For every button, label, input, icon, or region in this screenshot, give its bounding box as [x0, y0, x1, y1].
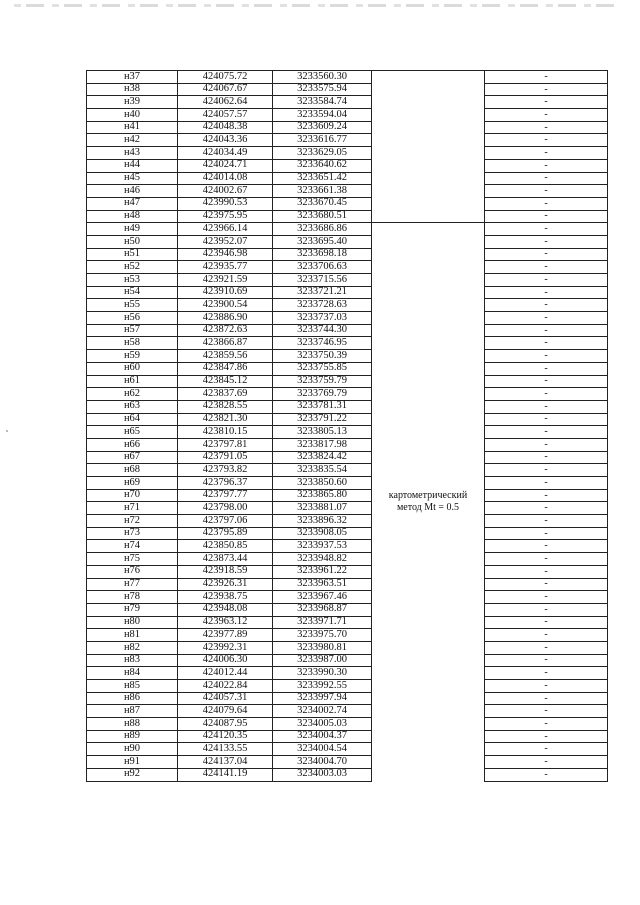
point-id-cell: н65: [87, 426, 178, 439]
y-coordinate-cell: 3233850.60: [273, 477, 372, 490]
precision-dash-cell: -: [485, 375, 608, 388]
table-row: [87, 629, 608, 642]
point-id-cell: н70: [87, 489, 178, 502]
point-id-cell: н63: [87, 400, 178, 413]
precision-dash-cell: -: [485, 109, 608, 122]
y-coordinate-cell: 3233817.98: [273, 438, 372, 451]
table-row: [87, 489, 608, 502]
point-id-cell: н92: [87, 768, 178, 781]
precision-dash-cell: -: [485, 667, 608, 680]
table-row: [87, 286, 608, 299]
x-coordinate-cell: 423828.55: [178, 400, 273, 413]
y-coordinate-cell: 3234003.03: [273, 768, 372, 781]
x-coordinate-cell: 424024.71: [178, 159, 273, 172]
point-id-cell: н61: [87, 375, 178, 388]
x-coordinate-cell: 423795.89: [178, 527, 273, 540]
x-coordinate-cell: 423873.44: [178, 553, 273, 566]
precision-dash-cell: -: [485, 235, 608, 248]
y-coordinate-cell: 3234005.03: [273, 718, 372, 731]
point-id-cell: н62: [87, 388, 178, 401]
precision-dash-cell: -: [485, 553, 608, 566]
precision-dash-cell: -: [485, 261, 608, 274]
precision-dash-cell: -: [485, 477, 608, 490]
precision-dash-cell: -: [485, 680, 608, 693]
method-label-line2: метод Mt = 0.5: [396, 502, 460, 514]
scan-artifact-line: [14, 4, 614, 7]
precision-dash-cell: -: [485, 654, 608, 667]
point-id-cell: н44: [87, 159, 178, 172]
point-id-cell: н51: [87, 248, 178, 261]
table-row: [87, 159, 608, 172]
x-coordinate-cell: 424087.95: [178, 718, 273, 731]
point-id-cell: н85: [87, 680, 178, 693]
point-id-cell: н72: [87, 515, 178, 528]
y-coordinate-cell: 3233695.40: [273, 235, 372, 248]
point-id-cell: н50: [87, 235, 178, 248]
y-coordinate-cell: 3233616.77: [273, 134, 372, 147]
y-coordinate-cell: 3233791.22: [273, 413, 372, 426]
x-coordinate-cell: 424012.44: [178, 667, 273, 680]
x-coordinate-cell: 423797.06: [178, 515, 273, 528]
x-coordinate-cell: 424062.64: [178, 96, 273, 109]
y-coordinate-cell: 3233937.53: [273, 540, 372, 553]
table-row: [87, 692, 608, 705]
point-id-cell: н84: [87, 667, 178, 680]
table-row: [87, 261, 608, 274]
table-row: [87, 312, 608, 325]
precision-dash-cell: -: [485, 705, 608, 718]
precision-dash-cell: -: [485, 591, 608, 604]
x-coordinate-cell: 424043.36: [178, 134, 273, 147]
table-row: [87, 730, 608, 743]
precision-dash-cell: -: [485, 641, 608, 654]
precision-dash-cell: -: [485, 286, 608, 299]
precision-dash-cell: -: [485, 515, 608, 528]
point-id-cell: н86: [87, 692, 178, 705]
point-id-cell: н38: [87, 83, 178, 96]
table-row: [87, 680, 608, 693]
x-coordinate-cell: 423796.37: [178, 477, 273, 490]
y-coordinate-cell: 3233967.46: [273, 591, 372, 604]
x-coordinate-cell: 423990.53: [178, 197, 273, 210]
scan-artifact-dot: [6, 430, 8, 432]
y-coordinate-cell: 3233990.30: [273, 667, 372, 680]
precision-dash-cell: -: [485, 337, 608, 350]
x-coordinate-cell: 423938.75: [178, 591, 273, 604]
precision-dash-cell: -: [485, 134, 608, 147]
point-id-cell: н40: [87, 109, 178, 122]
table-row: [87, 223, 608, 236]
x-coordinate-cell: 423992.31: [178, 641, 273, 654]
table-row: [87, 248, 608, 261]
point-id-cell: н71: [87, 502, 178, 515]
x-coordinate-cell: 423872.63: [178, 324, 273, 337]
point-id-cell: н53: [87, 274, 178, 287]
point-id-cell: н39: [87, 96, 178, 109]
point-id-cell: н76: [87, 565, 178, 578]
table-row: [87, 464, 608, 477]
point-id-cell: н83: [87, 654, 178, 667]
point-id-cell: н74: [87, 540, 178, 553]
point-id-cell: н60: [87, 362, 178, 375]
table-row: [87, 603, 608, 616]
point-id-cell: н69: [87, 477, 178, 490]
precision-dash-cell: -: [485, 438, 608, 451]
method-label-line1: картометрический: [388, 489, 468, 501]
precision-dash-cell: -: [485, 197, 608, 210]
point-id-cell: н48: [87, 210, 178, 223]
y-coordinate-cell: 3233680.51: [273, 210, 372, 223]
point-id-cell: н67: [87, 451, 178, 464]
y-coordinate-cell: 3233971.71: [273, 616, 372, 629]
x-coordinate-cell: 423797.81: [178, 438, 273, 451]
precision-dash-cell: -: [485, 768, 608, 781]
y-coordinate-cell: 3233609.24: [273, 121, 372, 134]
x-coordinate-cell: 424057.31: [178, 692, 273, 705]
precision-dash-cell: -: [485, 540, 608, 553]
point-id-cell: н58: [87, 337, 178, 350]
table-row: [87, 527, 608, 540]
precision-dash-cell: -: [485, 718, 608, 731]
y-coordinate-cell: 3233997.94: [273, 692, 372, 705]
table-row: [87, 388, 608, 401]
point-id-cell: н37: [87, 71, 178, 84]
point-id-cell: н42: [87, 134, 178, 147]
table-row: [87, 641, 608, 654]
x-coordinate-cell: 423847.86: [178, 362, 273, 375]
y-coordinate-cell: 3233963.51: [273, 578, 372, 591]
point-id-cell: н59: [87, 350, 178, 363]
x-coordinate-cell: 423926.31: [178, 578, 273, 591]
table-row: [87, 210, 608, 223]
table-row: [87, 654, 608, 667]
point-id-cell: н41: [87, 121, 178, 134]
table-row: [87, 565, 608, 578]
y-coordinate-cell: 3233896.32: [273, 515, 372, 528]
coordinates-table-body: [87, 71, 608, 782]
y-coordinate-cell: 3233948.82: [273, 553, 372, 566]
x-coordinate-cell: 423952.07: [178, 235, 273, 248]
point-id-cell: н55: [87, 299, 178, 312]
y-coordinate-cell: 3233594.04: [273, 109, 372, 122]
y-coordinate-cell: 3233769.79: [273, 388, 372, 401]
point-id-cell: н81: [87, 629, 178, 642]
y-coordinate-cell: 3233961.22: [273, 565, 372, 578]
precision-dash-cell: -: [485, 312, 608, 325]
y-coordinate-cell: 3234004.54: [273, 743, 372, 756]
table-row: [87, 71, 608, 84]
precision-dash-cell: -: [485, 248, 608, 261]
precision-dash-cell: -: [485, 692, 608, 705]
precision-dash-cell: -: [485, 362, 608, 375]
table-row: [87, 743, 608, 756]
y-coordinate-cell: 3233698.18: [273, 248, 372, 261]
table-row: [87, 362, 608, 375]
x-coordinate-cell: 423821.30: [178, 413, 273, 426]
x-coordinate-cell: 423977.89: [178, 629, 273, 642]
x-coordinate-cell: 424120.35: [178, 730, 273, 743]
y-coordinate-cell: 3233987.00: [273, 654, 372, 667]
x-coordinate-cell: 424022.84: [178, 680, 273, 693]
x-coordinate-cell: 424006.30: [178, 654, 273, 667]
point-id-cell: н64: [87, 413, 178, 426]
x-coordinate-cell: 423963.12: [178, 616, 273, 629]
point-id-cell: н78: [87, 591, 178, 604]
x-coordinate-cell: 424014.08: [178, 172, 273, 185]
table-row: [87, 274, 608, 287]
point-id-cell: н73: [87, 527, 178, 540]
point-id-cell: н49: [87, 223, 178, 236]
x-coordinate-cell: 423866.87: [178, 337, 273, 350]
precision-dash-cell: -: [485, 565, 608, 578]
x-coordinate-cell: 424067.67: [178, 83, 273, 96]
y-coordinate-cell: 3233686.86: [273, 223, 372, 236]
y-coordinate-cell: 3233584.74: [273, 96, 372, 109]
precision-dash-cell: -: [485, 578, 608, 591]
y-coordinate-cell: 3233629.05: [273, 147, 372, 160]
table-row: [87, 591, 608, 604]
x-coordinate-cell: 423797.77: [178, 489, 273, 502]
precision-dash-cell: -: [485, 388, 608, 401]
y-coordinate-cell: 3233706.63: [273, 261, 372, 274]
precision-dash-cell: -: [485, 502, 608, 515]
table-row: [87, 502, 608, 515]
y-coordinate-cell: 3233968.87: [273, 603, 372, 616]
y-coordinate-cell: 3233865.80: [273, 489, 372, 502]
x-coordinate-cell: 424034.49: [178, 147, 273, 160]
x-coordinate-cell: 423921.59: [178, 274, 273, 287]
point-id-cell: н89: [87, 730, 178, 743]
y-coordinate-cell: 3233759.79: [273, 375, 372, 388]
table-row: [87, 121, 608, 134]
x-coordinate-cell: 423798.00: [178, 502, 273, 515]
precision-dash-cell: -: [485, 324, 608, 337]
point-id-cell: н91: [87, 756, 178, 769]
x-coordinate-cell: 423845.12: [178, 375, 273, 388]
precision-dash-cell: -: [485, 464, 608, 477]
precision-dash-cell: -: [485, 210, 608, 223]
precision-dash-cell: -: [485, 172, 608, 185]
point-id-cell: н77: [87, 578, 178, 591]
precision-dash-cell: -: [485, 756, 608, 769]
point-id-cell: н88: [87, 718, 178, 731]
x-coordinate-cell: 423918.59: [178, 565, 273, 578]
point-id-cell: н68: [87, 464, 178, 477]
table-row: [87, 172, 608, 185]
y-coordinate-cell: 3233805.13: [273, 426, 372, 439]
y-coordinate-cell: 3233560.30: [273, 71, 372, 84]
y-coordinate-cell: 3233651.42: [273, 172, 372, 185]
precision-dash-cell: -: [485, 159, 608, 172]
table-row: [87, 616, 608, 629]
precision-dash-cell: -: [485, 743, 608, 756]
table-row: [87, 413, 608, 426]
precision-dash-cell: -: [485, 147, 608, 160]
table-row: [87, 515, 608, 528]
x-coordinate-cell: 424057.57: [178, 109, 273, 122]
point-id-cell: н80: [87, 616, 178, 629]
point-id-cell: н56: [87, 312, 178, 325]
precision-dash-cell: -: [485, 489, 608, 502]
y-coordinate-cell: 3233670.45: [273, 197, 372, 210]
x-coordinate-cell: 424048.38: [178, 121, 273, 134]
x-coordinate-cell: 424141.19: [178, 768, 273, 781]
y-coordinate-cell: 3233728.63: [273, 299, 372, 312]
table-row: [87, 426, 608, 439]
table-row: [87, 350, 608, 363]
x-coordinate-cell: 423910.69: [178, 286, 273, 299]
y-coordinate-cell: 3233575.94: [273, 83, 372, 96]
x-coordinate-cell: 423900.54: [178, 299, 273, 312]
x-coordinate-cell: 423859.56: [178, 350, 273, 363]
precision-dash-cell: -: [485, 616, 608, 629]
y-coordinate-cell: 3233721.21: [273, 286, 372, 299]
table-row: [87, 185, 608, 198]
y-coordinate-cell: 3233661.38: [273, 185, 372, 198]
x-coordinate-cell: 423886.90: [178, 312, 273, 325]
precision-dash-cell: -: [485, 629, 608, 642]
x-coordinate-cell: 424137.04: [178, 756, 273, 769]
table-row: [87, 768, 608, 781]
table-row: [87, 578, 608, 591]
point-id-cell: н75: [87, 553, 178, 566]
precision-dash-cell: -: [485, 451, 608, 464]
table-row: [87, 134, 608, 147]
x-coordinate-cell: 423810.15: [178, 426, 273, 439]
point-id-cell: н79: [87, 603, 178, 616]
table-row: [87, 375, 608, 388]
y-coordinate-cell: 3233715.56: [273, 274, 372, 287]
precision-dash-cell: -: [485, 299, 608, 312]
x-coordinate-cell: 423793.82: [178, 464, 273, 477]
precision-dash-cell: -: [485, 274, 608, 287]
x-coordinate-cell: 424075.72: [178, 71, 273, 84]
y-coordinate-cell: 3234002.74: [273, 705, 372, 718]
point-id-cell: н46: [87, 185, 178, 198]
point-id-cell: н57: [87, 324, 178, 337]
table-row: [87, 337, 608, 350]
point-id-cell: н90: [87, 743, 178, 756]
y-coordinate-cell: 3233755.85: [273, 362, 372, 375]
table-row: [87, 197, 608, 210]
point-id-cell: н43: [87, 147, 178, 160]
y-coordinate-cell: 3233835.54: [273, 464, 372, 477]
point-id-cell: н54: [87, 286, 178, 299]
table-row: [87, 109, 608, 122]
point-id-cell: н47: [87, 197, 178, 210]
table-row: [87, 718, 608, 731]
precision-dash-cell: -: [485, 730, 608, 743]
precision-dash-cell: -: [485, 121, 608, 134]
precision-dash-cell: -: [485, 413, 608, 426]
precision-dash-cell: -: [485, 71, 608, 84]
table-row: [87, 553, 608, 566]
precision-dash-cell: -: [485, 426, 608, 439]
table-row: [87, 299, 608, 312]
y-coordinate-cell: 3233908.05: [273, 527, 372, 540]
y-coordinate-cell: 3233992.55: [273, 680, 372, 693]
y-coordinate-cell: 3234004.37: [273, 730, 372, 743]
x-coordinate-cell: 423837.69: [178, 388, 273, 401]
x-coordinate-cell: 423948.08: [178, 603, 273, 616]
table-row: [87, 705, 608, 718]
y-coordinate-cell: 3233737.03: [273, 312, 372, 325]
y-coordinate-cell: 3233750.39: [273, 350, 372, 363]
precision-dash-cell: -: [485, 350, 608, 363]
table-row: [87, 540, 608, 553]
x-coordinate-cell: 423791.05: [178, 451, 273, 464]
precision-dash-cell: -: [485, 185, 608, 198]
x-coordinate-cell: 424133.55: [178, 743, 273, 756]
table-row: [87, 96, 608, 109]
table-row: [87, 400, 608, 413]
table-row: [87, 667, 608, 680]
precision-dash-cell: -: [485, 83, 608, 96]
precision-dash-cell: -: [485, 96, 608, 109]
table-row: [87, 83, 608, 96]
method-cell-upper: [372, 71, 485, 223]
y-coordinate-cell: 3233744.30: [273, 324, 372, 337]
table-row: [87, 756, 608, 769]
table-row: [87, 451, 608, 464]
x-coordinate-cell: 423966.14: [178, 223, 273, 236]
precision-dash-cell: -: [485, 603, 608, 616]
table-row: [87, 324, 608, 337]
y-coordinate-cell: 3233975.70: [273, 629, 372, 642]
method-cell: [372, 223, 485, 781]
y-coordinate-cell: 3234004.70: [273, 756, 372, 769]
y-coordinate-cell: 3233746.95: [273, 337, 372, 350]
x-coordinate-cell: 423935.77: [178, 261, 273, 274]
x-coordinate-cell: 424079.64: [178, 705, 273, 718]
y-coordinate-cell: 3233980.81: [273, 641, 372, 654]
point-id-cell: н45: [87, 172, 178, 185]
point-id-cell: н87: [87, 705, 178, 718]
y-coordinate-cell: 3233881.07: [273, 502, 372, 515]
precision-dash-cell: -: [485, 400, 608, 413]
coordinates-table: [86, 70, 608, 782]
point-id-cell: н82: [87, 641, 178, 654]
y-coordinate-cell: 3233781.31: [273, 400, 372, 413]
point-id-cell: н52: [87, 261, 178, 274]
table-row: [87, 235, 608, 248]
table-row: [87, 438, 608, 451]
x-coordinate-cell: 423850.85: [178, 540, 273, 553]
table-row: [87, 477, 608, 490]
table-row: [87, 147, 608, 160]
point-id-cell: н66: [87, 438, 178, 451]
precision-dash-cell: -: [485, 527, 608, 540]
precision-dash-cell: -: [485, 223, 608, 236]
x-coordinate-cell: 423975.95: [178, 210, 273, 223]
y-coordinate-cell: 3233824.42: [273, 451, 372, 464]
y-coordinate-cell: 3233640.62: [273, 159, 372, 172]
x-coordinate-cell: 424002.67: [178, 185, 273, 198]
x-coordinate-cell: 423946.98: [178, 248, 273, 261]
